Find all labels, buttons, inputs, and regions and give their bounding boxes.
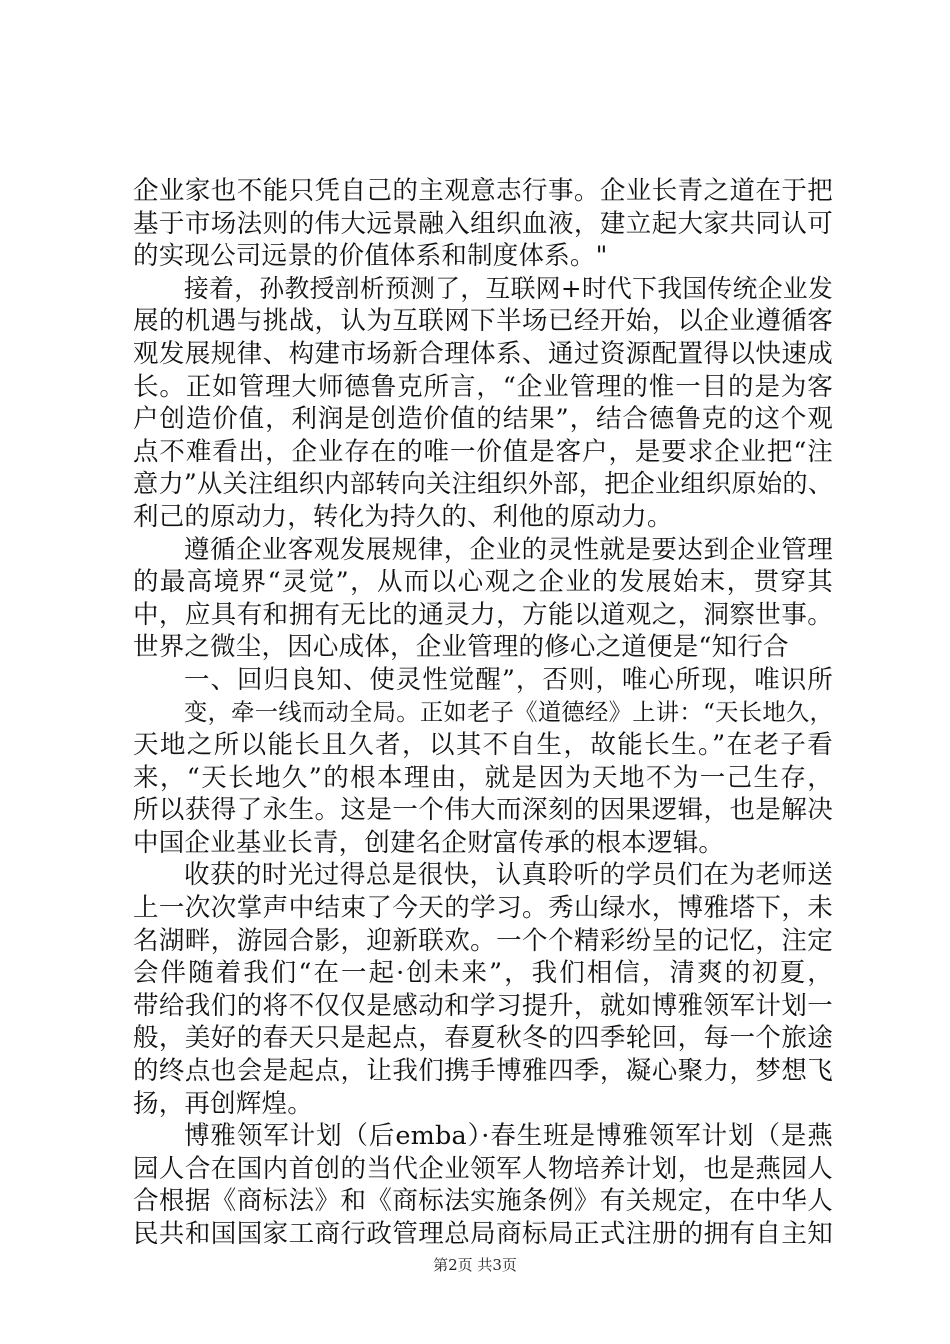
page-footer: 第2页 共3页 xyxy=(433,1256,517,1274)
text-line: 所以获得了永生。这是一个伟大而深刻的因果逻辑，也是解决 xyxy=(133,795,833,826)
text-line: 基于市场法则的伟大远景融入组织血液，建立起大家共同认可 xyxy=(133,208,833,239)
text-line: 的最高境界“灵觉”，从而以心观之企业的发展始末，贯穿其 xyxy=(133,567,833,598)
text-line: 园人合在国内首创的当代企业领军人物培养计划，也是燕园人 xyxy=(133,1153,833,1184)
text-line: 的终点也会是起点，让我们携手博雅四季，凝心聚力，梦想飞 xyxy=(133,1056,833,1087)
text-line: 世界之微尘，因心成体，企业管理的修心之道便是“知行合 xyxy=(133,632,789,663)
text-line: 中，应具有和拥有无比的通灵力，方能以道观之，洞察世事。 xyxy=(133,599,833,630)
text-line: 名湖畔，游园合影，迎新联欢。一个个精彩纷呈的记忆，注定 xyxy=(133,925,833,956)
text-line: 中国企业基业长青，创建名企财富传承的根本逻辑。 xyxy=(133,827,725,858)
text-line: 意力”从关注组织内部转向关注组织外部，把企业组织原始的、 xyxy=(133,469,834,499)
text-line: 遵循企业客观发展规律，企业的灵性就是要达到企业管理 xyxy=(184,534,833,565)
text-line: 带给我们的将不仅仅是感动和学习提升，就如博雅领军计划一 xyxy=(133,990,833,1021)
text-line: 般，美好的春天只是起点，春夏秋冬的四季轮回，每一个旅途 xyxy=(133,1023,833,1054)
text-line: 点不难看出，企业存在的唯一价值是客户，是要求企业把“注 xyxy=(133,436,833,467)
text-line: 户创造价值，利润是创造价值的结果”，结合德鲁克的这个观 xyxy=(133,404,833,435)
text-line: 一、回归良知、使灵性觉醒”，否则，唯心所现，唯识所 xyxy=(184,664,833,695)
text-line: 企业家也不能只凭自己的主观意志行事。企业长青之道在于把 xyxy=(133,176,833,206)
text-line: 合根据《商标法》和《商标法实施条例》有关规定，在中华人 xyxy=(133,1186,833,1217)
text-line: 展的机遇与挑战，认为互联网下半场已经开始，以企业遵循客 xyxy=(133,306,833,337)
text-line: 利己的原动力，转化为持久的、利他的原动力。 xyxy=(133,501,673,532)
text-line: 观发展规律、构建市场新合理体系、通过资源配置得以快速成 xyxy=(133,338,833,369)
text-line: 博雅领军计划（后emba）·春生班是博雅领军计划（是燕 xyxy=(184,1121,833,1152)
text-line: 扬，再创辉煌。 xyxy=(133,1088,313,1119)
text-line: 变，牵一线而动全局。正如老子《道德经》上讲：“天长地久， xyxy=(184,698,833,726)
text-line: 的实现公司远景的价值体系和制度体系。" xyxy=(133,241,608,272)
text-line: 接着，孙教授剖析预测了，互联网+时代下我国传统企业发 xyxy=(184,273,833,303)
text-line: 天地之所以能长且久者，以其不自生，故能长生。”在老子看 xyxy=(133,730,833,761)
text-line: 长。正如管理大师德鲁克所言，“企业管理的惟一目的是为客 xyxy=(133,371,833,402)
text-line: 上一次次掌声中结束了今天的学习。秀山绿水，博雅塔下，未 xyxy=(133,893,833,924)
body-text xyxy=(133,175,833,1251)
text-line: 民共和国国家工商行政管理总局商标局正式注册的拥有自主知 xyxy=(133,1219,833,1249)
text-line: 收获的时光过得总是很快，认真聆听的学员们在为老师送 xyxy=(184,860,833,891)
text-line: 来，“天长地久”的根本理由，就是因为天地不为一己生存， xyxy=(133,762,833,793)
text-line: 会伴随着我们“在一起·创未来”，我们相信，清爽的初夏， xyxy=(133,958,833,989)
